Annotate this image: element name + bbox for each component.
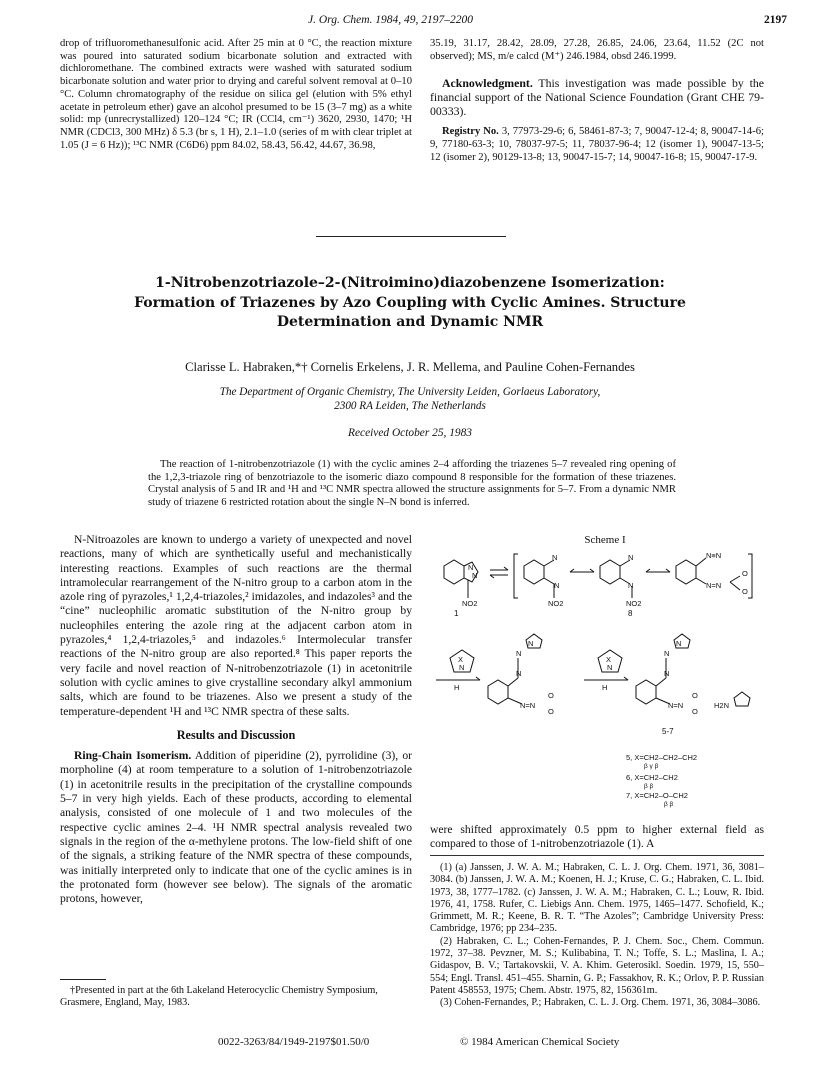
registry-numbers [430,126,764,164]
section-heading: Results and Discussion [176,727,296,742]
scheme-label-5-7: 5-7 [662,727,674,736]
ack-text: This investigation was made possible by the financial support of the National Science Foundation (Grant CHE 79-00333). [430,76,764,119]
svg-text:N=N: N=N [520,701,536,710]
ack-label: Acknowledgment. [442,76,533,91]
scheme-greek-6: β β [644,783,654,790]
scheme-label-8: 8 [628,609,633,618]
page-number: 2197 [764,14,787,26]
acknowledgment [430,76,764,118]
running-header: J. Org. Chem. 1984, 49, 2197–2200 [308,14,474,26]
article-separator [316,236,506,237]
prev-article-experimental [60,38,412,152]
scheme-greek-5: β γ β [644,763,659,770]
svg-text:X: X [458,655,464,664]
svg-text:O: O [692,707,698,716]
scheme-no2-a: NO2 [548,599,564,608]
affiliation [90,386,730,413]
scheme-label-1: 1 [454,609,459,618]
svg-text:N: N [664,669,670,678]
svg-text:N: N [628,581,634,590]
svg-text:N: N [664,649,670,658]
ring-chain-paragraph [60,749,412,906]
svg-text:N=N: N=N [706,581,722,590]
prev-article-right [430,38,764,165]
scheme-h-left: H [454,683,460,692]
scheme-h-right: H [602,683,608,692]
footnote-rule [60,979,106,980]
svg-text:N: N [528,639,534,648]
scheme-no2-b: NO2 [626,599,642,608]
svg-text:N: N [554,581,560,590]
svg-text:N: N [516,649,522,658]
scheme-def-6: 6, X=CH2–CH2 [626,773,678,782]
scheme-def-7: 7, X=CH2–O–CH2 [626,791,688,800]
received-date: Received October 25, 1983 [348,427,472,439]
reference-3: (3) Cohen-Fernandes, P.; Habraken, C. L. J. Org. Chem. 1971, 36, 3084–3086. [440,997,761,1009]
scheme-title: Scheme I [584,534,626,546]
article-title: 1-Nitrobenzotriazole–2-(Nitroimino)diazobenzene Isomerization: Formation of Triazenes by Azo Coupling with Cyclic Amines. Structure Determination and Dynamic NMR [134,275,686,330]
left-column-body [60,533,412,906]
scheme-def-5: 5, X=CH2–CH2–CH2 [626,753,698,762]
svg-text:N: N [468,563,474,572]
svg-text:N: N [676,639,682,648]
references-rule [430,855,764,856]
footnote: †Presented in part at the 6th Lakeland Heterocyclic Chemistry Symposium, Grasmere, England, May, 1983. [60,985,378,1009]
svg-text:N: N [607,663,613,672]
subsection-text: Addition of piperidine (2), pyrrolidine (3), or morpholine (4) at room temperature to a solution of 1-nitrobenzotriazole (1) in acetonitrile results in the precipitation of the crystalline compounds 5–7 in very high yields. Each of these products, according to elemental analysis, consisted of one molecule of 1 and two molecules of the respective cyclic amines 2–4. ¹H NMR spectral analysis revealed two signals in the region of the α-methylene protons. The low-field shift of one of the signals, a striking feature of the NMR spectra of these compounds, was initially interpreted only to indicate that one of the cyclic amines is in the protonated form (however see below). The signals of the aromatic protons, however, [60,749,412,906]
svg-text:H2N: H2N [714,701,730,710]
svg-text:N: N [459,663,465,672]
footer-copyright: © 1984 American Chemical Society [460,1036,620,1048]
intro-paragraph: N-Nitroazoles are known to undergo a variety of unexpected and novel reactions, many of which are synthetically useful and mechanistically interesting reactions. Examples of such reactions are the thermal intramolecular rearrangement of the N-nitro group to a carbon atom in the azole ring of pyrazoles,¹ 1,2,4-triazoles,² imidazoles, and indazoles³ and the “cine” nucleophilic aromatic substitution of the N-nitro group by nucleophiles entering the azole ring at the adjacent carbon atom in pyrazoles,⁴ 1,2,4-triazoles,⁵ and indazoles.⁶ Intermolecular transfer reactions of the N-nitro group are also reported.⁸ This paper reports the very facile and novel reaction of N-nitrobenzotriazole (1) in acetonitrile solution with cyclic amines to give crystalline secondary alkyl ammonium salts, which are found to be triazenes. Also we present a study of the temperature-dependent ¹H and ¹³C NMR spectra of these salts. [60,533,412,718]
svg-text:X: X [606,655,612,664]
affiliation-line-2: 2300 RA Leiden, The Netherlands [334,399,486,412]
svg-text:N=N: N=N [668,701,684,710]
affiliation-line-1: The Department of Organic Chemistry, The University Leiden, Gorlaeus Laboratory, [219,386,601,398]
authors: Clarisse L. Habraken,*† Cornelis Erkelens, J. R. Mellema, and Pauline Cohen-Fernandes [185,360,635,374]
right-column-continuation: were shifted approximately 0.5 ppm to higher external field as compared to those of 1-nitrobenzotriazole (1). A [430,823,764,851]
footer-code: 0022-3263/84/1949-2197$01.50/0 [218,1036,370,1048]
registry-text: 3, 77973-29-6; 6, 58461-87-3; 7, 90047-12-4; 8, 90047-14-6; 9, 77180-63-3; 10, 78037-97-5; 11, 78037-96-4; 12 (isomer 1), 90047-13-5; 12 (isomer 2), 90129-13-8; 13, 90047-15-7; 14, 90047-16-8; 15, 90047-17-9. [430,126,764,163]
references [430,862,764,1010]
reference-1: (1) (a) Janssen, J. W. A. M.; Habraken, C. L. J. Org. Chem. 1971, 36, 3081–3084. (b) Janssen, J. W. A. M.; Koenen, H. J.; Kruse, C. G.; Habraken, C. L. Ibid. 1973, 38, 1777–1782. (c) Janssen, J. W. A. M.; Habraken, C. L.; Louw, R. Ibid. 1976, 41, 1758. Rufer, C. Liebigs Ann. Chem. 1975, 1465–1477. Schofield, K.; Grimmett, M. R.; Keene, B. R. T. “The Azoles”; Cambridge University Press: Cambridge, 1976; pp 234–235. [430,862,764,935]
experimental-text: drop of trifluoromethanesulfonic acid. After 25 min at 0 °C, the reaction mixture was poured into saturated sodium bicarbonate solution and extracted with dichloromethane. The combined extracts were washed with saturated sodium bicarbonate solution and water prior to drying and careful solvent removal at 0–10 °C. Column chromatography of the residue on silica gel (elution with 5% ethyl acetate in petroleum ether) gave an alcohol presumed to be 15 (3–7 mg) as a white solid: mp (unrecrystallized) 120–124 °C; IR (CCl4, cm⁻¹) 3620, 2930, 1470; ¹H NMR (CDCl3, 300 MHz) δ 5.3 (br s, 1 H), 2.1–1.0 (series of m with clear triplet at 1.05 (J = 6 Hz)); ¹³C NMR (C6D6) ppm 84.02, 58.43, 56.42, 44.67, 36.98, [60,38,412,151]
reference-2: (2) Habraken, C. L.; Cohen-Fernandes, P. J. Chem. Soc., Chem. Commun. 1972, 37–38. Pevzner, M. S.; Kulibabina, T. N.; Toffe, S. L.; Maslina, I. A.; Gidaspov, B. V.; Tartakovskii, V. A. Khim. Geterosikl. Soedin. 1979, 15, 550–554; Engl. Transl. 451–455. Sharnin, G. P.; Fassakhov, R. K.; Orlov, P. P. Russian Patent 458553, 1975; Chem. Abstr. 1975, 82, 156361m. [430,935,764,996]
svg-text:O: O [692,691,698,700]
scheme-greek-7: β β [664,801,674,808]
svg-text:N: N [552,553,558,562]
registry-label: Registry No. [442,126,499,138]
svg-text:O: O [548,707,554,716]
svg-text:O: O [742,569,748,578]
svg-text:O: O [548,691,554,700]
svg-text:N: N [516,669,522,678]
nmr-continuation: 35.19, 31.17, 28.42, 28.09, 27.28, 26.85, 24.06, 23.64, 11.52 (2C not observed); MS, m/e calcd (M⁺) 246.1984, obsd 246.1999. [430,38,764,62]
svg-text:O: O [742,587,748,596]
subsection-label: Ring-Chain Isomerism. [74,749,192,763]
svg-text:N: N [628,553,634,562]
scheme-diagram [430,548,766,802]
svg-text:N: N [472,571,478,580]
benzene-ring-1 [444,560,464,584]
abstract: The reaction of 1-nitrobenzotriazole (1) with the cyclic amines 2–4 affording the triazenes 5–7 revealed ring opening of the 1,2,3-triazole ring of benzotriazole to the isomeric diazo compound 8 responsible for the formation of these triazenes. Crystal analysis of 5 and IR and ¹H and ¹³C NMR spectra allowed the structure assignments for 5–7. From a dynamic NMR study of triazene 6 restricted rotation about the single N–N bond is inferred. [148,459,676,508]
scheme-no2-1: NO2 [462,599,478,608]
svg-text:N≡N: N≡N [706,551,722,560]
